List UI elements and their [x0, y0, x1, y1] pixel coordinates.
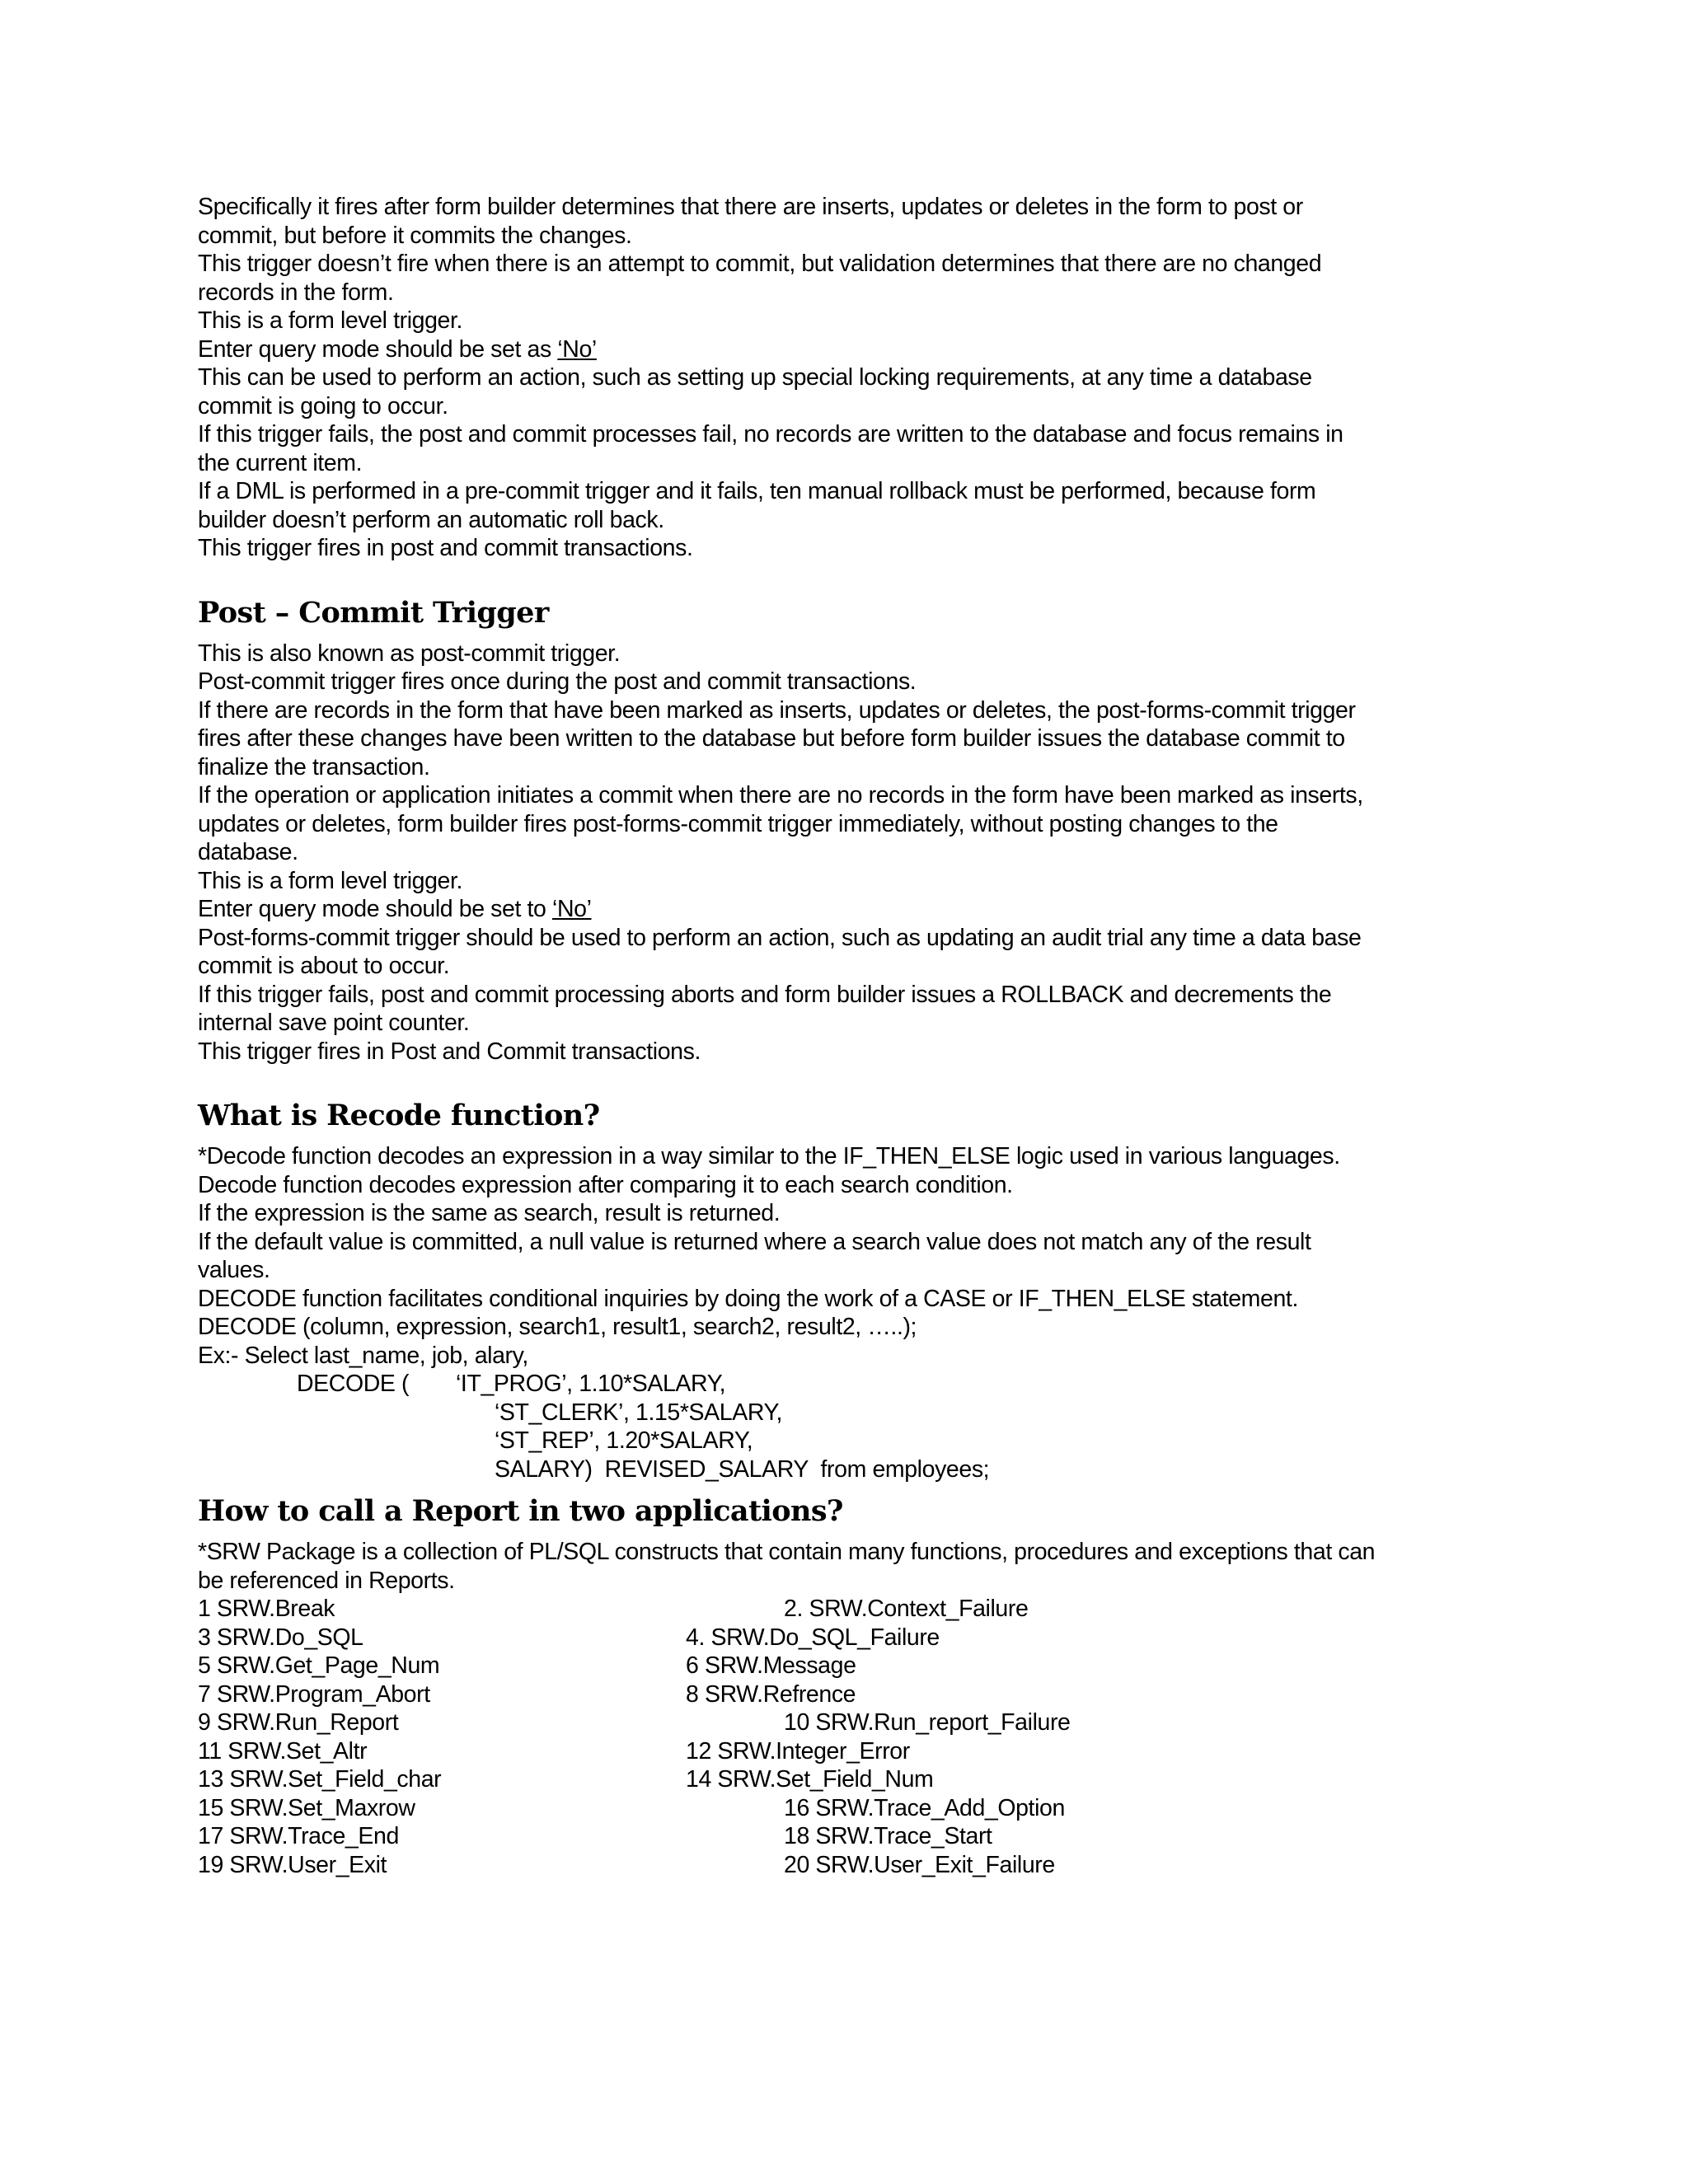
- text-line: updates or deletes, form builder fires post-forms-commit trigger immediately, without posting changes to the: [198, 810, 1278, 837]
- srw-item: 12 SRW.Integer_Error: [686, 1737, 910, 1765]
- recode-section: [198, 1096, 1517, 1483]
- text-line: This trigger doesn’t fire when there is an attempt to commit, but validation determines that there are no changed: [198, 251, 1322, 277]
- code-line: [198, 1399, 1517, 1427]
- text-line: builder doesn’t perform an automatic roll back.: [198, 506, 664, 533]
- srw-item: 6 SRW.Message: [686, 1652, 856, 1679]
- pre-commit-section: [198, 193, 1517, 563]
- code-line: [198, 1427, 1517, 1455]
- code-arg: ‘ST_REP’, 1.20*SALARY,: [495, 1427, 753, 1454]
- text-line: the current item.: [198, 449, 363, 476]
- list-item: [198, 1680, 1517, 1709]
- text-line: commit, but before it commits the changes.: [198, 222, 632, 249]
- srw-item: 1 SRW.Break: [198, 1596, 335, 1622]
- text-line: If this trigger fails, post and commit processing aborts and form builder issues a ROLLBACK and decrements the: [198, 981, 1332, 1008]
- list-item: [198, 1595, 1517, 1624]
- enter-query-value: ‘No’: [552, 896, 592, 922]
- srw-item: 19 SRW.User_Exit: [198, 1851, 387, 1878]
- list-item: [198, 1708, 1517, 1737]
- code-arg: ‘ST_CLERK’, 1.15*SALARY,: [495, 1399, 782, 1426]
- text-line: DECODE function facilitates conditional inquiries by doing the work of a CASE or IF_THEN_ELSE statement.: [198, 1285, 1298, 1312]
- text-line: This trigger fires in Post and Commit transactions.: [198, 1038, 701, 1065]
- srw-item: 17 SRW.Trace_End: [198, 1823, 399, 1849]
- text-line: be referenced in Reports.: [198, 1567, 455, 1594]
- text-line: If the expression is the same as search, result is returned.: [198, 1200, 781, 1226]
- list-item: [198, 1737, 1517, 1766]
- srw-item: 4. SRW.Do_SQL_Failure: [686, 1624, 940, 1651]
- text-line: This is a form level trigger.: [198, 867, 463, 894]
- text-line: *Decode function decodes an expression in a way similar to the IF_THEN_ELSE logic used in various languages.: [198, 1143, 1340, 1169]
- enter-query-line: [198, 895, 1517, 924]
- section-heading: What is Recode function?: [198, 1099, 600, 1132]
- enter-query-text: Enter query mode should be set as: [198, 335, 558, 363]
- text-line: This is also known as post-commit trigger.: [198, 640, 621, 667]
- text-line: DECODE (column, expression, search1, result1, search2, result2, …..);: [198, 1314, 917, 1340]
- text-line: This trigger fires in post and commit transactions.: [198, 535, 693, 561]
- list-item: [198, 1765, 1517, 1794]
- list-item: [198, 1794, 1517, 1823]
- text-line: values.: [198, 1257, 270, 1283]
- list-item: [198, 1624, 1517, 1652]
- text-line: internal save point counter.: [198, 1010, 470, 1036]
- post-commit-section: [198, 593, 1517, 1066]
- text-line: Decode function decodes expression after comparing it to each search condition.: [198, 1171, 1013, 1198]
- srw-item: 2. SRW.Context_Failure: [784, 1596, 1029, 1622]
- srw-item: 3 SRW.Do_SQL: [198, 1624, 363, 1651]
- text-line: Post-commit trigger fires once during the post and commit transactions.: [198, 668, 917, 695]
- text-line: Specifically it fires after form builder determines that there are inserts, updates or deletes in the form to post or: [198, 194, 1303, 220]
- enter-query-text: Enter query mode should be set to: [198, 896, 553, 922]
- section-heading: Post – Commit Trigger: [198, 595, 549, 630]
- text-line: This can be used to perform an action, such as setting up special locking requirements, at any time a database: [198, 364, 1312, 391]
- text-line: If the default value is committed, a null value is returned where a search value does not match any of the result: [198, 1228, 1311, 1255]
- decode-example: [198, 1370, 1517, 1483]
- text-line: database.: [198, 839, 298, 865]
- text-line: commit is about to occur.: [198, 953, 450, 979]
- text-line: If the operation or application initiates a commit when there are no records in the form have been marked as inserts,: [198, 782, 1363, 808]
- code-arg: SALARY) REVISED_SALARY from employees;: [495, 1455, 990, 1483]
- text-line: records in the form.: [198, 279, 394, 306]
- srw-item: 16 SRW.Trace_Add_Option: [784, 1794, 1065, 1821]
- list-item: [198, 1652, 1517, 1680]
- text-line: Post-forms-commit trigger should be used to perform an action, such as updating an audit trial any time a data base: [198, 924, 1362, 951]
- list-item: [198, 1851, 1517, 1880]
- code-line: [198, 1455, 1517, 1484]
- text-line: If a DML is performed in a pre-commit trigger and it fails, ten manual rollback must be performed, because form: [198, 478, 1316, 504]
- code-decode: DECODE (: [297, 1371, 410, 1397]
- report-section: [198, 1492, 1517, 1879]
- srw-item: 9 SRW.Run_Report: [198, 1709, 399, 1736]
- text-line: Ex:- Select last_name, job, alary,: [198, 1342, 528, 1369]
- text-line: finalize the transaction.: [198, 753, 430, 780]
- text-line: commit is going to occur.: [198, 392, 448, 419]
- text-line: fires after these changes have been written to the database but before form builder issues the database commit to: [198, 725, 1345, 752]
- srw-item: 8 SRW.Refrence: [686, 1680, 856, 1708]
- srw-item: 13 SRW.Set_Field_char: [198, 1766, 442, 1793]
- enter-query-line: [198, 335, 1517, 364]
- srw-list: [198, 1595, 1517, 1879]
- srw-item: 20 SRW.User_Exit_Failure: [784, 1851, 1055, 1878]
- section-heading: How to call a Report in two applications?: [198, 1494, 843, 1528]
- text-line: If this trigger fails, the post and commit processes fail, no records are written to the database and focus remains in: [198, 421, 1343, 448]
- srw-item: 11 SRW.Set_Altr: [198, 1737, 368, 1765]
- srw-item: 5 SRW.Get_Page_Num: [198, 1652, 440, 1679]
- text-line: If there are records in the form that have been marked as inserts, updates or deletes, the post-forms-commit trigger: [198, 696, 1356, 724]
- srw-item: 14 SRW.Set_Field_Num: [686, 1766, 934, 1793]
- srw-item: 10 SRW.Run_report_Failure: [784, 1709, 1071, 1736]
- text-line: This is a form level trigger.: [198, 307, 463, 334]
- srw-item: 15 SRW.Set_Maxrow: [198, 1794, 415, 1821]
- code-line: [198, 1370, 1517, 1399]
- srw-item: 18 SRW.Trace_Start: [784, 1823, 992, 1849]
- text-line: *SRW Package is a collection of PL/SQL constructs that contain many functions, procedures and exceptions that can: [198, 1539, 1376, 1565]
- list-item: [198, 1822, 1517, 1851]
- enter-query-value: ‘No’: [557, 335, 597, 363]
- srw-item: 7 SRW.Program_Abort: [198, 1680, 430, 1708]
- page-content: [198, 193, 1517, 1879]
- code-arg: ‘IT_PROG’, 1.10*SALARY,: [456, 1371, 726, 1397]
